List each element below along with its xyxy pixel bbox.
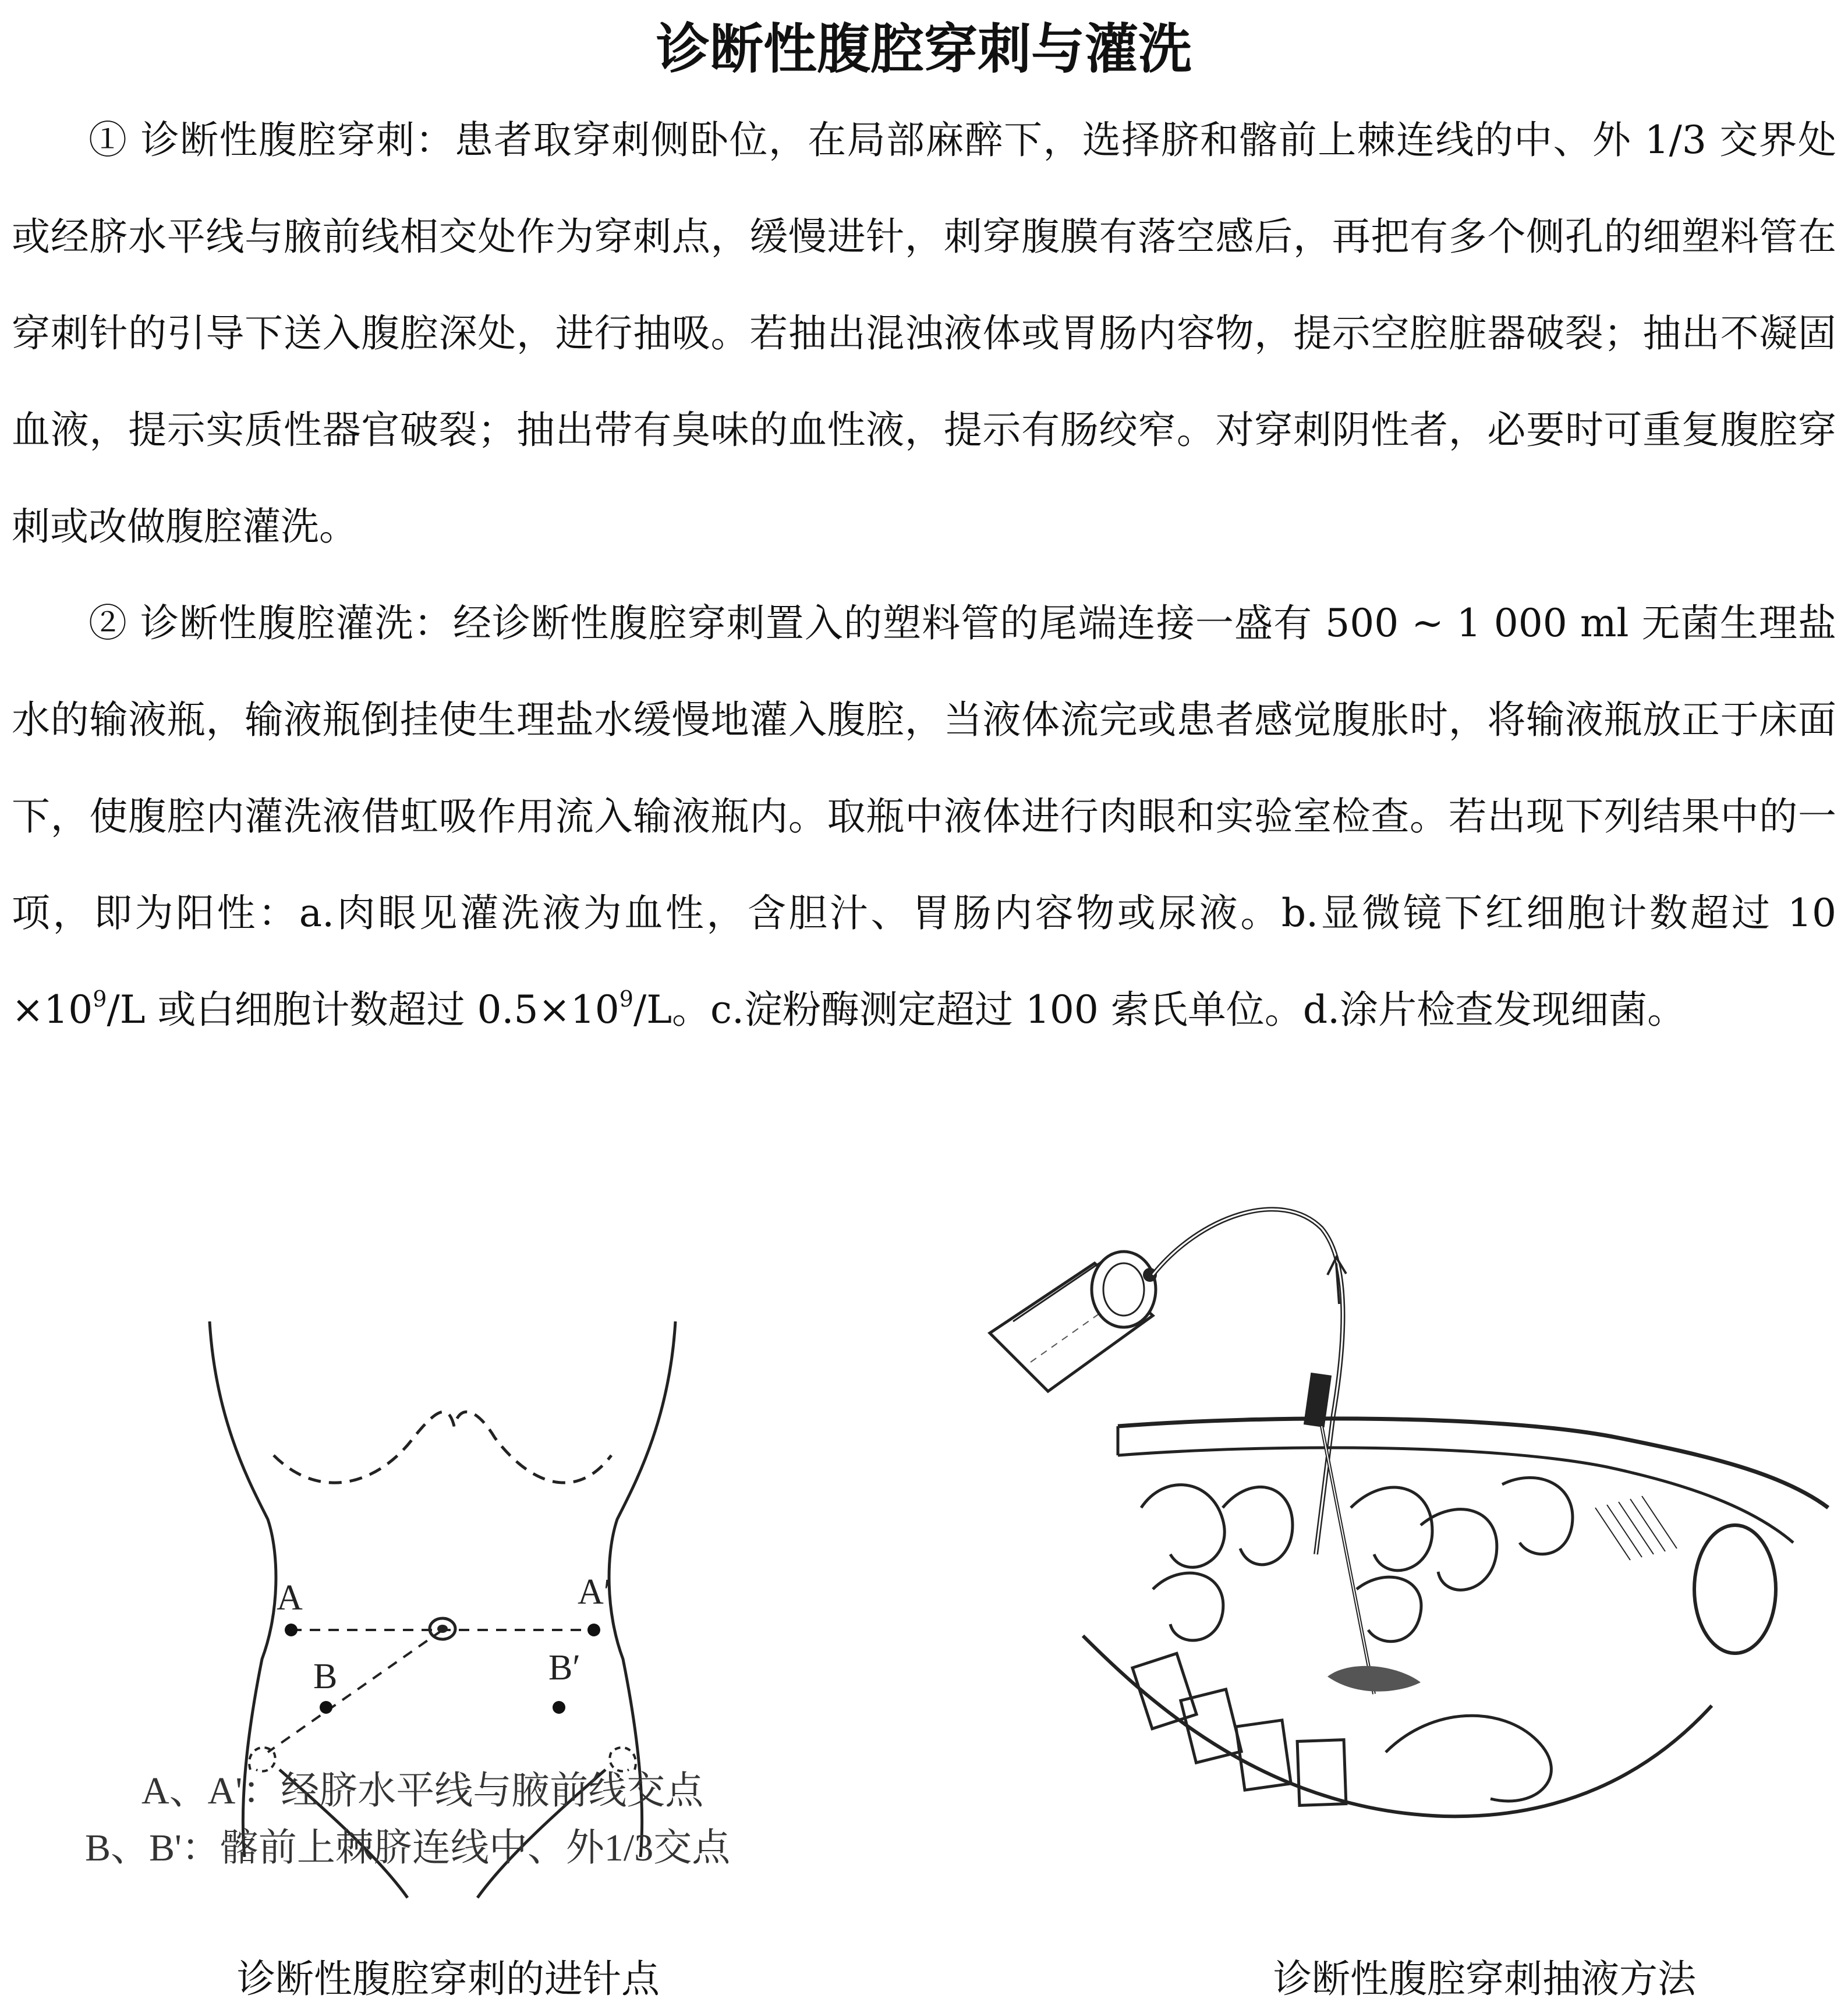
point-a — [285, 1624, 298, 1636]
abdominal-wall-outer — [1118, 1419, 1828, 1508]
paragraph-puncture: ① 诊断性腹腔穿刺：患者取穿刺侧卧位，在局部麻醉下，选择脐和髂前上棘连线的中、外 1/3 交界处或经脐水平线与腋前线相交处作为穿刺点，缓慢进针，刺穿腹膜有落空感后，再把有多个侧孔的细塑料管在穿刺针的引导下送入腹腔深处，进行抽吸。若抽出混浊液体或胃肠内容物，提示空腔脏器破裂；抽出不凝固血液，提示实质性器官破裂；抽出带有臭味的血性液，提示有肠绞窄。对穿刺阴性者，必要时可重复腹腔穿刺或改做腹腔灌洗。 — [12, 118, 1836, 549]
figure-aspiration-method — [978, 1182, 1834, 1880]
caption-puncture-points: 诊断性腹腔穿刺的进针点 — [237, 1957, 660, 2001]
fluid-pool — [1327, 1666, 1421, 1692]
caption-aspiration-method: 诊断性腹腔穿刺抽液方法 — [1273, 1957, 1696, 2001]
paragraph-lavage-text-2: /L 或白细胞计数超过 0.5×10 — [107, 987, 619, 1032]
legend-points-b: B、B'：髂前上棘脐连线中、外1/3交点 — [85, 1827, 731, 1869]
paragraph-lavage — [12, 575, 1836, 1058]
point-b — [320, 1701, 332, 1714]
intestine-loops — [1141, 1477, 1573, 1641]
pelvic-floor — [1083, 1636, 1712, 1816]
umbilicus-center — [437, 1625, 448, 1633]
aspiration-illustration — [978, 1182, 1834, 1880]
syringe — [990, 1252, 1157, 1391]
spine-segments — [1132, 1653, 1346, 1805]
costal-margin-dashed — [274, 1412, 611, 1483]
paragraph-lavage-text-1: ② 诊断性腹腔灌洗：经诊断性腹腔穿刺置入的塑料管的尾端连接一盛有 500 ~ 1 000 ml 无菌生理盐水的输液瓶，输液瓶倒挂使生理盐水缓慢地灌入腹腔，当液体流完或患者感觉腹胀时，将输液瓶放正于床面下，使腹腔内灌洗液借虹吸作用流入输液瓶内。取瓶中液体进行肉眼和实验室检查。若出现下列结果中的一项，即为阳性：a.肉眼见灌洗液为血性，含胆汁、胃肠内容物或尿液。b.显微镜下红细胞计数超过 10 ×10 — [12, 601, 1836, 1032]
page-title: 诊断性腹腔穿刺与灌洗 — [656, 18, 1192, 80]
rectum-loop — [1386, 1716, 1551, 1801]
exponent-2: 9 — [619, 986, 633, 1012]
label-a: A — [277, 1578, 303, 1618]
label-b: B — [313, 1657, 338, 1696]
legend-points-a: A、A'：经脐水平线与腋前线交点 — [141, 1770, 704, 1812]
paragraph-lavage-text-3: /L。c.淀粉酶测定超过 100 索氏单位。d.涂片检查发现细菌。 — [633, 987, 1686, 1032]
label-a-prime: A′ — [578, 1572, 612, 1612]
abdominal-wall-inner — [1118, 1448, 1793, 1543]
point-b-prime — [553, 1701, 565, 1714]
point-a-prime — [587, 1624, 600, 1636]
umbilicus-asis-line — [268, 1630, 442, 1752]
exponent-1: 9 — [93, 986, 107, 1012]
pelvic-organ — [1694, 1525, 1776, 1653]
label-b-prime: B′ — [548, 1648, 580, 1688]
hatched-organ-region — [1595, 1496, 1677, 1560]
